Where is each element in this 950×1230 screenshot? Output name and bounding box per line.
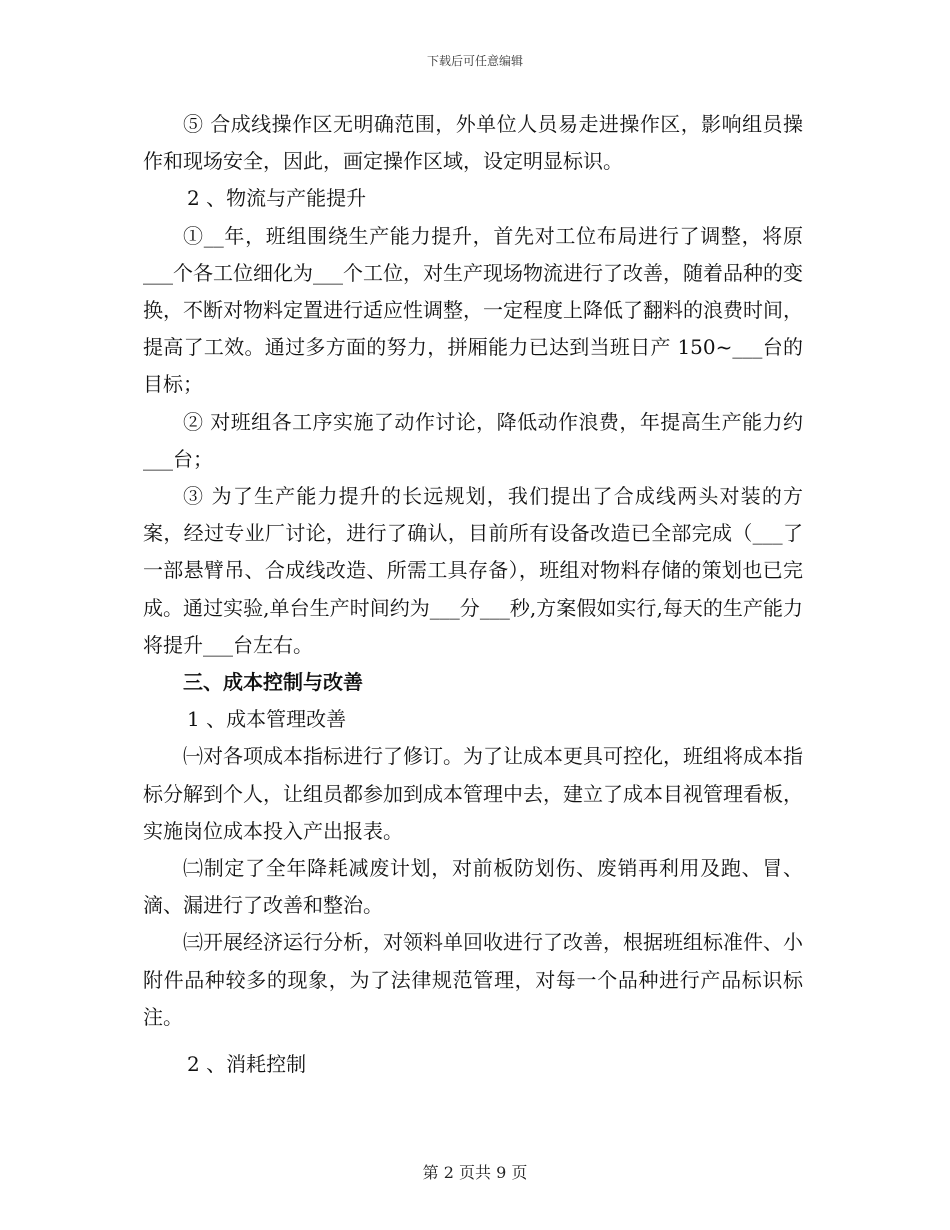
section-heading-cost-management: 1 、成本管理改善 xyxy=(187,707,347,732)
paragraph-layout-adjustment: ①__年，班组围绕生产能力提升，首先对工位布局进行了调整，将原___个各工位细化为___个工位，对生产现场物流进行了改善，随着品种的变换，不断对物料定置进行适应性调整，一定程度上降低了翻料的浪费时间，提高了工效。通过多方面的努力，拼厢能力已达到当班日产 150~___台的目标； xyxy=(143,223,803,397)
paragraph-motion-study: ② 对班组各工序实施了动作讨论，降低动作浪费，年提高生产能力约___台； xyxy=(143,409,803,471)
page-header-note: 下载后可任意编辑 xyxy=(426,54,523,68)
paragraph-capacity-plan: ③ 为了生产能力提升的长远规划，我们提出了合成线两头对装的方案，经过专业厂讨论，进行了确认，目前所有设备改造已全部完成（___了一部悬臂吊、合成线改造、所需工具存备），班组对物料存储的策划也已完成。通过实验,单台生产时间约为___分___秒,方案假如实行,每天的生产能力将提升___台左右。 xyxy=(143,484,803,657)
section-heading-consumption-control: 2 、消耗控制 xyxy=(187,1052,307,1077)
document-body xyxy=(143,106,803,1083)
chapter-heading-cost-control: 三、成本控制与改善 xyxy=(183,670,363,695)
paragraph-cost-indicators: ㈠对各项成本指标进行了修订。为了让成本更具可控化，班组将成本指标分解到个人，让组员都参加到成本管理中去，建立了成本目视管理看板，实施岗位成本投入产出报表。 xyxy=(143,744,803,843)
paragraph-waste-reduction: ㈡制定了全年降耗减废计划，对前板防划伤、废销再利用及跑、冒、滴、漏进行了改善和整治。 xyxy=(143,856,803,918)
paragraph-economic-analysis: ㈢开展经济运行分析，对领料单回收进行了改善，根据班组标准件、小附件品种较多的现象，为了法律规范管理，对每一个品种进行产品标识标注。 xyxy=(143,930,803,1029)
page-number: 第 2 页共 9 页 xyxy=(422,1163,528,1182)
paragraph-operating-area: ⑤ 合成线操作区无明确范围，外单位人员易走进操作区，影响组员操作和现场安全，因此，画定操作区域，设定明显标识。 xyxy=(143,112,803,174)
section-heading-logistics: 2 、物流与产能提升 xyxy=(187,186,367,211)
